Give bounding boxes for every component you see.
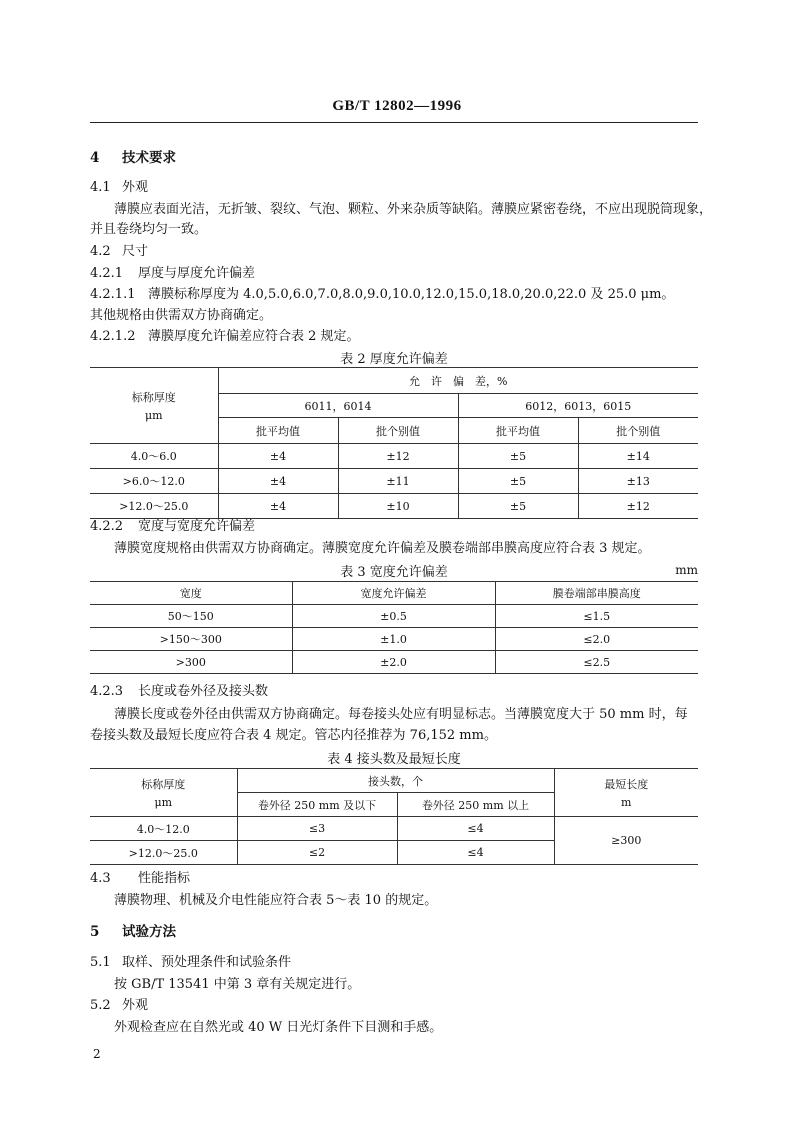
subsection-4-2-2-heading — [90, 519, 255, 535]
subsection-5-2-heading — [90, 998, 148, 1014]
column-header-min-length — [554, 769, 698, 817]
subsection-title: 长度或卷外径及接头数 — [138, 684, 269, 699]
subsection-number: 4.2.1.2 — [90, 329, 136, 344]
subsection-number: 5.1 — [90, 955, 111, 970]
cell: ±13 — [578, 469, 698, 494]
group-header: 6011，6014 — [218, 394, 458, 418]
subsection-title: 宽度与宽度允许偏差 — [138, 519, 256, 534]
table-2 — [90, 367, 698, 519]
header-rule — [90, 122, 698, 123]
subsection-5-1-heading — [90, 955, 291, 971]
cell: 4.0～6.0 — [90, 444, 218, 469]
cell: ≤2.5 — [495, 651, 698, 674]
column-header: 宽度允许偏差 — [292, 582, 495, 605]
cell: ±11 — [338, 469, 458, 494]
cell: >6.0～12.0 — [90, 469, 218, 494]
cell: ≤3 — [237, 817, 397, 841]
section-number: 5 — [90, 924, 100, 940]
table-row — [90, 817, 698, 841]
subsection-title: 取样、预处理条件和试验条件 — [122, 955, 292, 970]
subsection-title: 性能指标 — [138, 871, 191, 886]
cell: 50～150 — [90, 605, 292, 628]
cell: ±5 — [458, 444, 578, 469]
page-number: 2 — [93, 1047, 101, 1061]
cell: ±5 — [458, 494, 578, 519]
paragraph: 薄膜厚度允许偏差应符合表 2 规定。 — [148, 329, 360, 344]
subsection-4-3-heading — [90, 871, 190, 887]
sub-header: 卷外径 250 mm 以上 — [397, 793, 554, 817]
column-header: 批个别值 — [578, 418, 698, 444]
subsection-4-2-3-heading — [90, 684, 268, 700]
cell: >12.0～25.0 — [90, 841, 237, 865]
cell: ±10 — [338, 494, 458, 519]
cell: ≤1.5 — [495, 605, 698, 628]
paragraph: 薄膜物理、机械及介电性能应符合表 5～表 10 的规定。 — [114, 893, 438, 908]
paragraph: 卷接头数及最短长度应符合表 4 规定。管芯内径推荐为 76,152 mm。 — [90, 728, 497, 743]
subsection-title: 尺寸 — [122, 244, 149, 259]
table-3 — [90, 581, 698, 674]
column-header-thickness — [90, 368, 218, 444]
header-unit: μm — [144, 409, 163, 422]
paragraph: 薄膜标称厚度为 4.0,5.0,6.0,7.0,8.0,9.0,10.0,12.0,15.0,18.0,20.0,22.0 及 25.0 μm。 — [148, 287, 675, 302]
table-row — [90, 494, 698, 519]
cell: ±2.0 — [292, 651, 495, 674]
paragraph: 其他规格由供需双方协商确定。 — [90, 308, 273, 323]
header-unit: μm — [154, 796, 173, 809]
column-header: 批个别值 — [338, 418, 458, 444]
cell: ≤4 — [397, 841, 554, 865]
subsection-4-1-heading — [90, 180, 148, 196]
header-text: 标称厚度 — [141, 778, 186, 791]
group-header: 6012，6013，6015 — [458, 394, 698, 418]
subsection-4-2-heading — [90, 244, 148, 260]
cell: ±4 — [218, 444, 338, 469]
column-header-joints: 接头数，个 — [237, 769, 554, 793]
cell: 4.0～12.0 — [90, 817, 237, 841]
subsection-number: 4.2.1 — [90, 266, 124, 281]
cell-min-length: ≥300 — [554, 817, 698, 865]
cell: ±5 — [458, 469, 578, 494]
column-header: 宽度 — [90, 582, 292, 605]
subsection-number: 4.2.1.1 — [90, 287, 136, 302]
table-row — [90, 628, 698, 651]
section-title: 试验方法 — [122, 924, 176, 940]
paragraph: 薄膜宽度规格由供需双方协商确定。薄膜宽度允许偏差及膜卷端部串膜高度应符合表 3 规定。 — [114, 541, 651, 556]
subsection-number: 4.2.2 — [90, 519, 124, 534]
page-header-title: GB/T 12802—1996 — [332, 98, 462, 114]
subsection-number: 4.1 — [90, 180, 111, 195]
subsection-number: 4.2 — [90, 244, 111, 259]
cell: ±12 — [578, 494, 698, 519]
subsection-title: 外观 — [122, 998, 149, 1013]
subsection-number: 4.3 — [90, 871, 111, 886]
cell: ±12 — [338, 444, 458, 469]
paragraph: 外观检查应在自然光或 40 W 日光灯条件下目测和手感。 — [114, 1020, 443, 1035]
cell: >300 — [90, 651, 292, 674]
cell: ±4 — [218, 494, 338, 519]
table-row — [90, 651, 698, 674]
paragraph: 薄膜应表面光洁，无折皱、裂纹、气泡、颗粒、外来杂质等缺陷。薄膜应紧密卷绕，不应出现脱筒现象， — [114, 202, 713, 217]
table-2-caption: 表 2 厚度允许偏差 — [340, 352, 448, 367]
cell: >12.0～25.0 — [90, 494, 218, 519]
subsection-title: 外观 — [122, 180, 149, 195]
cell: ≤2.0 — [495, 628, 698, 651]
subsection-4-2-1-heading — [90, 266, 255, 282]
subsection-4-2-1-1 — [90, 287, 674, 303]
section-title: 技术要求 — [122, 150, 176, 166]
table-3-caption: 表 3 宽度允许偏差 — [340, 565, 448, 580]
cell: ±0.5 — [292, 605, 495, 628]
column-header: 批平均值 — [458, 418, 578, 444]
subsection-title: 厚度与厚度允许偏差 — [138, 266, 256, 281]
section-number: 4 — [90, 150, 100, 166]
section-5-heading — [90, 924, 176, 940]
cell: ≤2 — [237, 841, 397, 865]
section-4-heading — [90, 150, 176, 166]
table-row — [90, 605, 698, 628]
cell: >150～300 — [90, 628, 292, 651]
paragraph: 按 GB/T 13541 中第 3 章有关规定进行。 — [114, 977, 361, 992]
table-row — [90, 444, 698, 469]
header-text: 最短长度 — [604, 778, 649, 791]
table-4-caption: 表 4 接头数及最短长度 — [327, 752, 461, 767]
table-3-unit: mm — [675, 563, 698, 577]
subsection-number: 4.2.3 — [90, 684, 124, 699]
header-text: 标称厚度 — [131, 391, 176, 404]
cell: ±4 — [218, 469, 338, 494]
table-4 — [90, 768, 698, 865]
column-header: 批平均值 — [218, 418, 338, 444]
paragraph: 薄膜长度或卷外径由供需双方协商确定。每卷接头处应有明显标志。当薄膜宽度大于 50 mm 时，每 — [114, 707, 688, 722]
cell: ±14 — [578, 444, 698, 469]
column-header-tolerance: 允 许 偏 差，% — [218, 368, 698, 394]
cell: ±1.0 — [292, 628, 495, 651]
paragraph: 并且卷绕均匀一致。 — [90, 222, 208, 237]
column-header-thickness — [90, 769, 237, 817]
column-header: 膜卷端部串膜高度 — [495, 582, 698, 605]
sub-header: 卷外径 250 mm 及以下 — [237, 793, 397, 817]
subsection-number: 5.2 — [90, 998, 111, 1013]
subsection-4-2-1-2 — [90, 329, 360, 345]
cell: ≤4 — [397, 817, 554, 841]
header-unit: m — [621, 796, 632, 809]
table-row — [90, 469, 698, 494]
